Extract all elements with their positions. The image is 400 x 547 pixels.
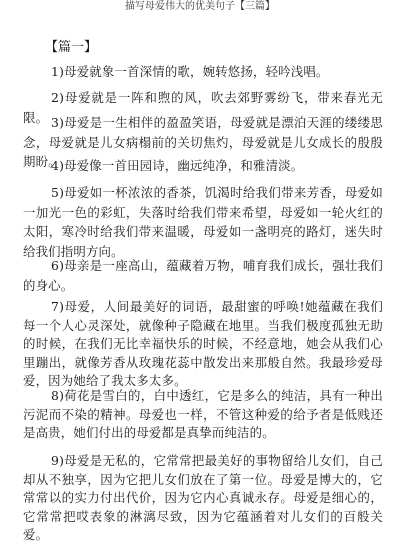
paragraph-4: 4)母爱像一首田园诗，幽远纯净，和雅清淡。 xyxy=(51,158,304,173)
page-header-title: 描写母爱伟大的优美句子【三篇】 xyxy=(125,1,275,12)
paragraph-8: 8)荷花是雪白的，白中透红，它是多么的纯洁，具有一种出污泥而不染的精神。母爱也一样，不管这种爱的给予者是低贱还是高贵，她们付出的母爱都是真挚而纯洁的。 xyxy=(23,388,383,441)
paragraph-3: 3)母爱是一生相伴的盈盈笑语，母爱就是漂泊天涯的缕缕思念，母爱就是儿女病榻前的关切焦灼，母爱就是儿女成长的殷殷期盼。 xyxy=(23,115,383,169)
paragraph-2: 2)母爱就是一阵和煦的风，吹去郊野雾纷飞，带来春光无限。 xyxy=(23,90,383,125)
paragraph-7: 7)母爱，人间最美好的词语，最甜蜜的呼唤!她蕴藏在我们每一个人心灵深处，就像种子隐藏在地里。当我们极度孤独无助的时候，在我们无比幸福快乐的时候，不经意地，她会从我们心里蹦出，就像芳香从玫瑰花蕊中散发出来那般自然。我最珍爱母爱，因为她给了我太多太多。 xyxy=(23,299,383,389)
paragraph-9: 9)母爱是无私的，它常常把最美好的事物留给儿女们，自己却从不独享，因为它把儿女们放在了第一位。母爱是博大的，它常常以的实力付出代价，因为它内心真诚永存。母爱是细心的，它常常把哎表象的淋漓尽致，因为它蕴涵着对儿女们的百般关爱。 xyxy=(23,453,383,543)
paragraph-1: 1)母爱就象一首深情的歌，婉转悠扬，轻吟浅唱。 xyxy=(51,64,329,79)
paragraph-5: 5)母爱如一杯浓浓的香茶，饥渴时给我们带来芳香，母爱如一加光一色的彩虹，失落时给我们带来希望，母爱如一轮火红的太阳，寒冷时给我们带来温暖，母爱如一盏明亮的路灯，迷失时给我们指明方向。 xyxy=(23,185,383,259)
section-title: 【篇一】 xyxy=(45,40,98,55)
paragraph-6: 6)母亲是一座高山，蕴藏着万物，哺育我们成长，强壮我们的身心。 xyxy=(23,258,383,293)
